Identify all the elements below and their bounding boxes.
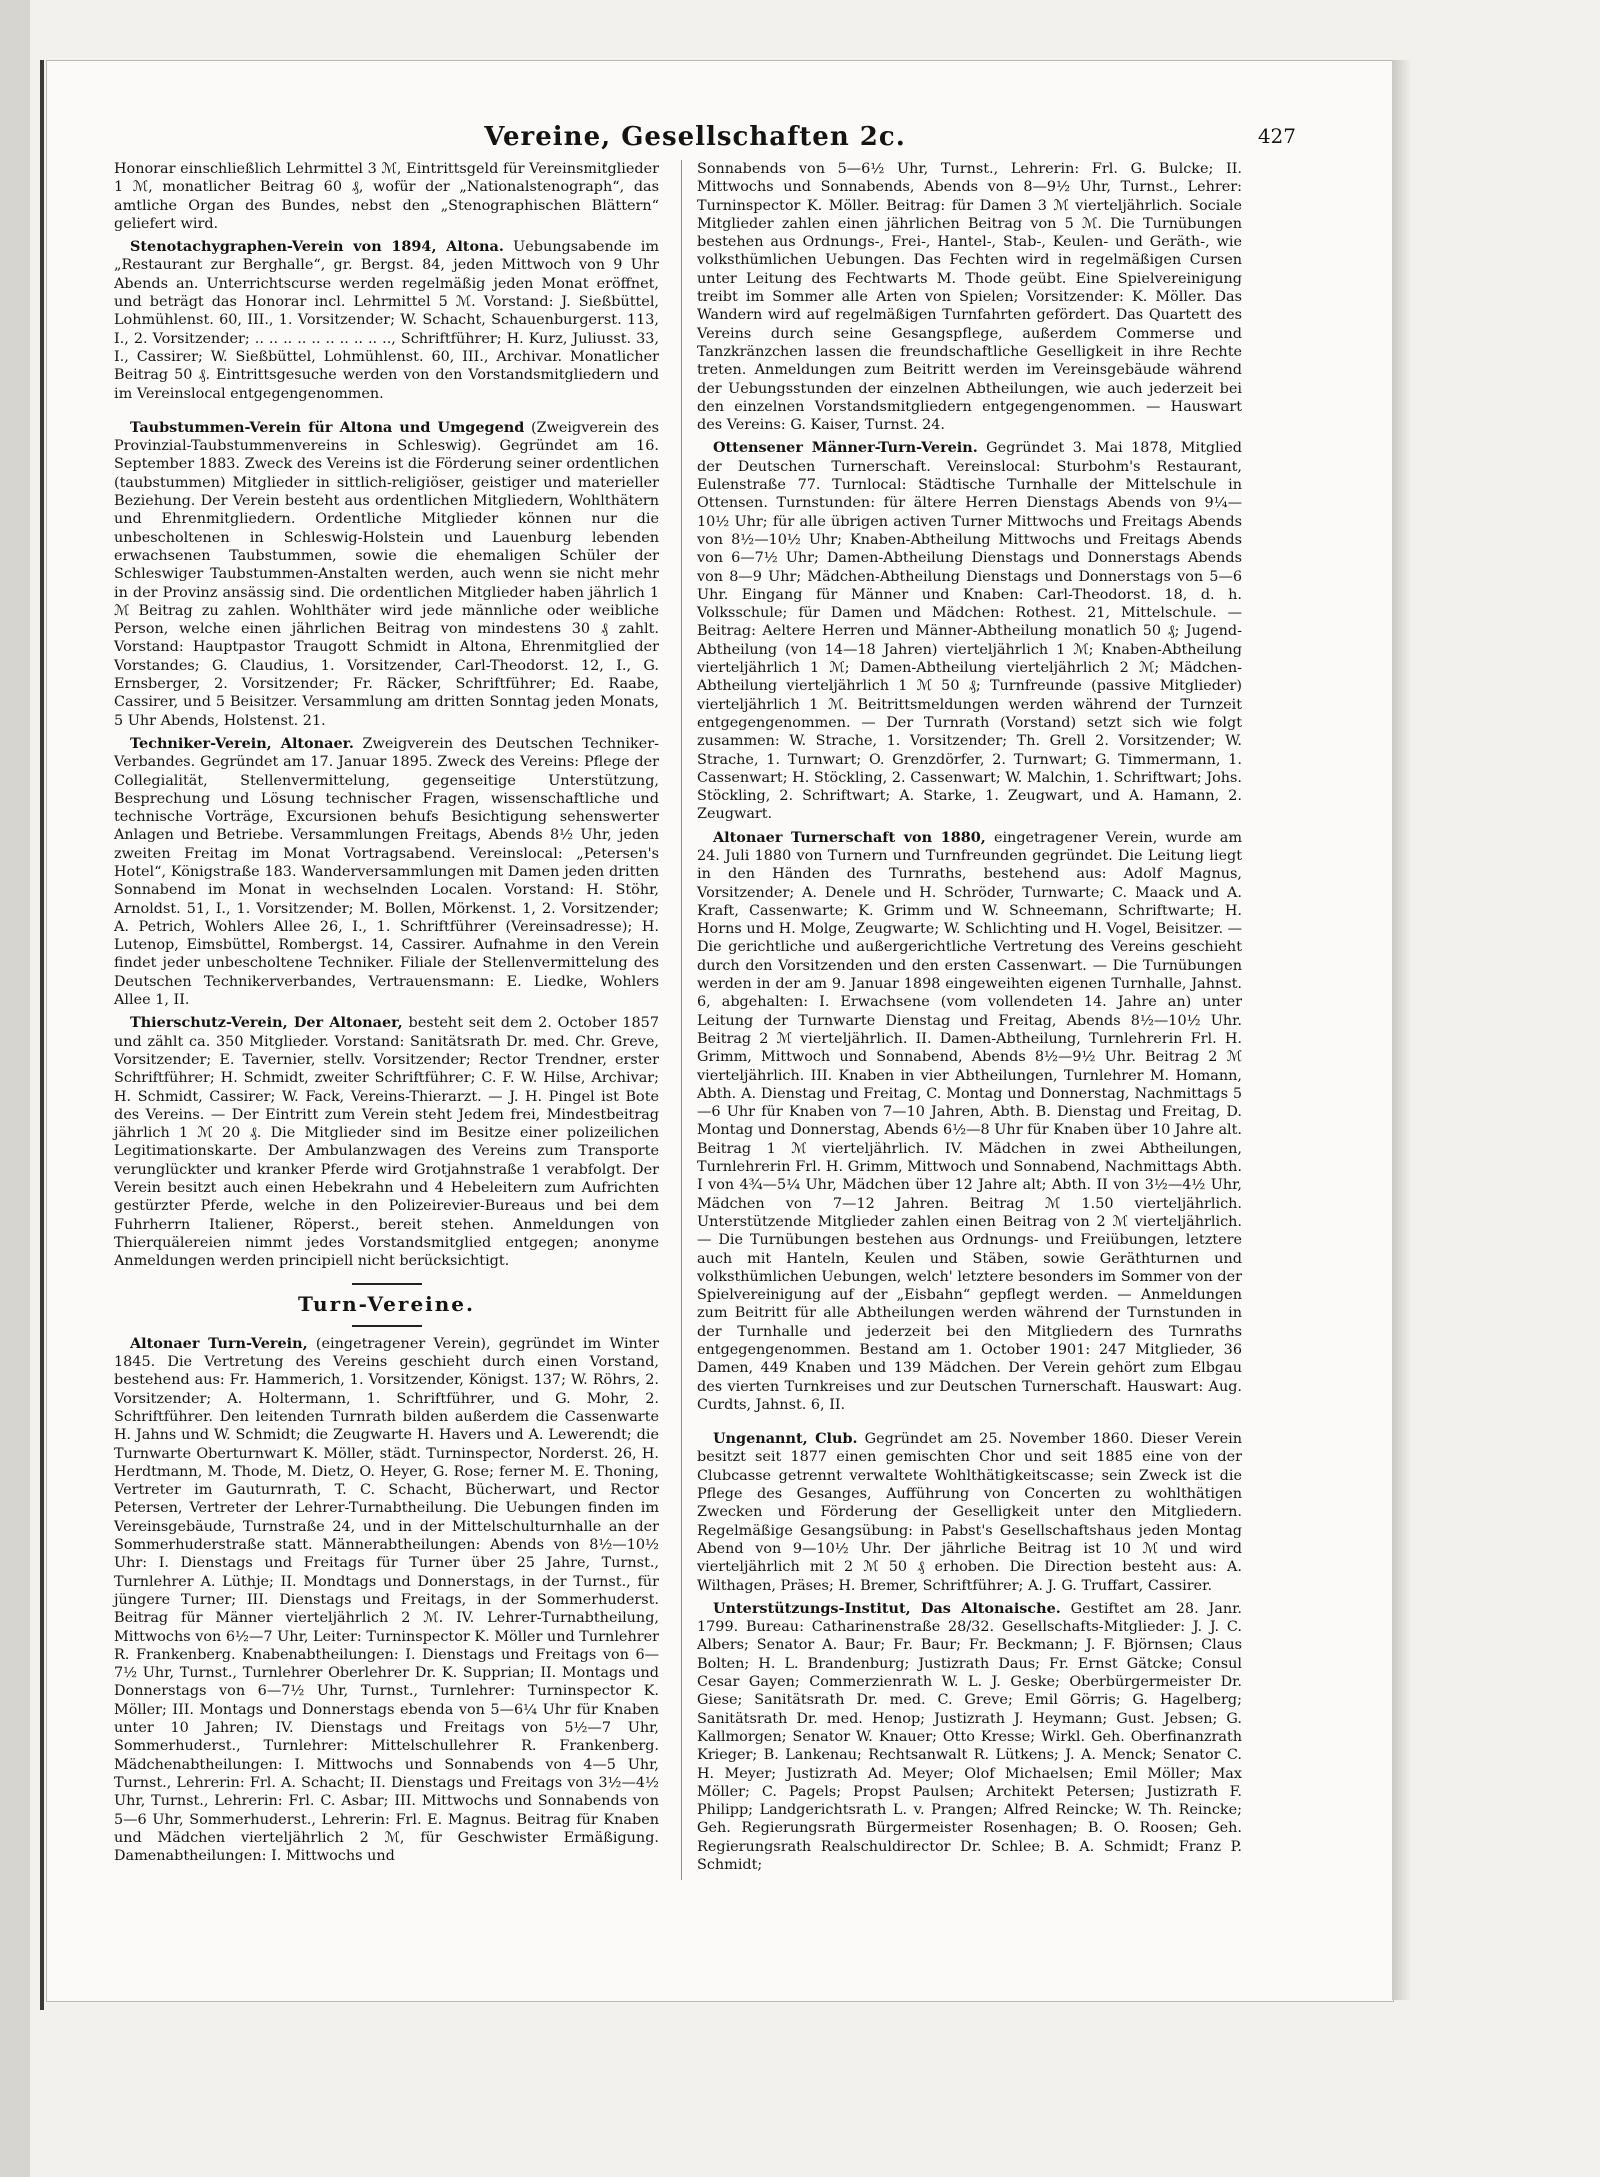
directory-entry xyxy=(697,439,1242,823)
directory-entry xyxy=(697,1430,1242,1595)
directory-entry xyxy=(114,160,659,233)
entry-text: Honorar einschließlich Lehrmittel 3 ℳ, Eintrittsgeld für Vereinsmitglieder 1 ℳ, monatlicher Beitrag 60 ₰, wofür der „Nationalstenograph“, das amtliche Organ des Bundes, nebst den „Stenographischen Blättern“ geliefert wird. xyxy=(114,161,659,232)
gutter-rule xyxy=(40,60,44,2010)
entry-name: Unterstützungs-Institut, Das Altonaische. xyxy=(713,1599,1061,1617)
page-shadow xyxy=(1392,60,1410,2000)
directory-entry xyxy=(697,160,1242,434)
entry-name: Thierschutz-Verein, Der Altonaer, xyxy=(130,1014,403,1032)
entry-text: Uebungsabende im „Restaurant zur Berghalle“, gr. Bergst. 84, jeden Mittwoch von 9 Uhr Abends an. Unterrichtscurse werden regelmäßig jeden Monat eröffnet, und beträgt das Honorar incl. Lehrmittel 5 ℳ. Vorstand: J. Sießbüttel, Lohmühlenst. 60, III., 1. Vorsitzender; W. Schacht, Schauenburgerst. 113, I., 2. Vorsitzender; .. .. .. .. .. .. .. .. .. .., Schriftführer; H. Kurz, Juliusst. 33, I., Cassirer; W. Sießbüttel, Lohmühlenst. 60, III., Archivar. Monatlicher Beitrag 50 ₰. Eintrittsgesuche werden von den Vorstandsmitgliedern und im Vereinslocal entgegengenommen. xyxy=(114,239,659,402)
directory-entry xyxy=(114,735,659,1009)
entry-name: Altonaer Turnerschaft von 1880, xyxy=(713,828,986,846)
section-heading: Turn-Vereine. xyxy=(297,1291,475,1316)
entry-name: Techniker-Verein, Altonaer. xyxy=(130,734,354,752)
running-title: Vereine, Gesellschaften 2c. xyxy=(484,122,906,152)
entry-name: Stenotachygraphen-Verein von 1894, Altona. xyxy=(130,238,504,256)
column-divider xyxy=(681,160,682,1880)
right-column xyxy=(697,160,1242,1879)
entry-name: Ottensener Männer-Turn-Verein. xyxy=(713,439,978,457)
directory-entry xyxy=(114,238,659,403)
section-rule xyxy=(352,1283,422,1285)
directory-entry xyxy=(697,829,1242,1415)
left-column xyxy=(114,160,659,1870)
scan-margin xyxy=(0,0,30,2177)
directory-entry xyxy=(114,1335,659,1866)
section-rule xyxy=(352,1325,422,1327)
entry-text: eingetragener Verein, wurde am 24. Juli 1880 von Turnern und Turnfreunden gegründet. Die Leitung liegt in den Händen des Turnraths, bestehend aus: Adolf Magnus, Vorsitzender; A. Denele und H. Schröder, Turnwarte; C. Maack und A. Kraft, Cassenwarte; K. Grimm und W. Schneemann, Schriftwarte; H. Horns und H. Molge, Zeugwarte; W. Schlichting und H. Vogel, Beisitzer. — Die gerichtliche und außergerichtliche Vertretung des Vereins geschieht durch den Vorsitzenden und den ersten Cassenwart. — Die Turnübungen werden in der am 9. Januar 1898 eingeweihten eigenen Turnhalle, Jahnst. 6, abgehalten: I. Erwachsene (vom vollendeten 14. Jahre an) unter Leitung der Turnwarte Dienstag und Freitag, Abends 8½—10½ Uhr. Beitrag 2 ℳ vierteljährlich. II. Damen-Abtheilung, Turnlehrerin Frl. H. Grimm, Mittwoch und Sonnabend, Abends 8½—9½ Uhr. Beitrag 2 ℳ vierteljährlich. III. Knaben in vier Abtheilungen, Turnlehrer M. Homann, Abth. A. Dienstag und Freitag, C. Montag und Donnerstag, Nachmittags 5—6 Uhr für Knaben von 7—10 Jahren, Abth. B. Dienstag und Freitag, D. Montag und Donnerstag, Abends 6½—8 Uhr für Knaben über 10 Jahre alt. Beitrag 1 ℳ vierteljährlich. IV. Mädchen in zwei Abtheilungen, Turnlehrerin Frl. H. Grimm, Mittwoch und Sonnabend, Nachmittags Abth. I von 4¾—5¼ Uhr, Mädchen über 12 Jahre alt; Abth. II von 3½—4½ Uhr, Mädchen von 7—12 Jahren. Beitrag ℳ 1.50 vierteljährlich. Unterstützende Mitglieder zahlen einen Beitrag von 2 ℳ vierteljährlich. — Die Turnübungen bestehen aus Ordnungs- und Freiübungen, letztere auch mit Hanteln, Keulen und Stäben, sowie Geräthturnen und volksthümlichen Uebungen, welch' letztere besonders im Sommer von der Spielvereinigung auf der „Eisbahn“ gepflegt werden. — Anmeldungen zum Beitritt für alle Abtheilungen werden während der Turnstunden in der Turnhalle und jederzeit bei den Mitgliedern des Turnraths entgegengenommen. Bestand am 1. October 1901: 247 Mitglieder, 36 Damen, 449 Knaben und 139 Mädchen. Der Verein gehört zum Elbgau des vierten Turnkreises und zur Deutschen Turnerschaft. Hauswart: Aug. Curdts, Jahnst. 6, II. xyxy=(697,829,1242,1413)
entry-text: Gestiftet am 28. Janr. 1799. Bureau: Catharinenstraße 28/32. Gesellschafts-Mitglieder: J. J. C. Albers; Senator A. Baur; Fr. Baur; Fr. Beckmann; J. F. Björnsen; Claus Bolten; H. L. Brandenburg; Justizrath Daus; Fr. Ernst Gätcke; Consul Cesar Gayen; Commerzienrath W. L. J. Geske; Oberbürgermeister Dr. Giese; Sanitätsrath Dr. med. C. Greve; Emil Görris; G. Hagelberg; Sanitätsrath Dr. med. Henop; Justizrath J. Heymann; Gust. Jebsen; G. Kallmorgen; Senator W. Knauer; Otto Kresse; Wirkl. Geh. Oberfinanzrath Krieger; B. Lankenau; Rechtsanwalt R. Lütkens; J. A. Menck; Senator C. H. Meyer; Justizrath Ad. Meyer; Olof Michaelsen; Emil Möller; Max Möller; C. Pagels; Propst Paulsen; Architekt Petersen; Justizrath F. Philipp; Landgerichtsrath L. v. Prangen; Alfred Reincke; W. Th. Reincke; Geh. Regierungsrath Bürgermeister Rosenhagen; B. O. Roosen; Geh. Regierungsrath Realschuldirector Dr. Schlee; B. A. Schmidt; Franz P. Schmidt; xyxy=(697,1600,1242,1874)
page-header xyxy=(130,122,1296,156)
entry-name: Taubstummen-Verein für Altona und Umgegend xyxy=(130,418,525,436)
entry-name: Altonaer Turn-Verein, xyxy=(130,1334,308,1352)
page-number: 427 xyxy=(1257,124,1296,148)
entry-name: Ungenannt, Club. xyxy=(713,1430,858,1448)
directory-entry xyxy=(114,1014,659,1270)
entry-text: Gegründet am 25. November 1860. Dieser Verein besitzt seit 1877 einen gemischten Chor und seit 1885 eine von der Clubcasse getrennt verwaltete Wohlthätigkeitscasse; sein Zweck ist die Pflege des Gesanges, Aufführung von Concerten zu wohlthätigen Zwecken und Förderung der Geselligkeit unter den Mitgliedern. Regelmäßige Gesangsübung: in Pabst's Gesellschaftshaus jeden Montag Abend von 9—10½ Uhr. Der jährliche Beitrag ist 10 ℳ und wird vierteljährlich mit 2 ℳ 50 ₰ erhoben. Die Direction besteht aus: A. Wilthagen, Präses; H. Bremer, Schriftführer; A. J. G. Truffart, Cassirer. xyxy=(697,1431,1242,1594)
entry-text: Sonnabends von 5—6½ Uhr, Turnst., Lehrerin: Frl. G. Bulcke; II. Mittwochs und Sonnabends, Abends von 8—9½ Uhr, Turnst., Lehrer: Turninspector K. Möller. Beitrag: für Damen 3 ℳ vierteljährlich. Sociale Mitglieder zahlen einen jährlichen Beitrag von 5 ℳ. Die Turnübungen bestehen aus Ordnungs-, Frei-, Hantel-, Stab-, Keulen- und Geräth-, wie volksthümlichen Uebungen. Das Fechten wird in regelmäßigen Cursen unter Leitung des Fechtwarts M. Thode geübt. Eine Spielvereinigung treibt im Sommer alle Arten von Spielen; Vorsitzender: K. Möller. Das Wandern wird auf regelmäßigen Turnfahrten gefördert. Das Quartett des Vereins durch seine Gesangspflege, außerdem Commerse und Tanzkränzchen lassen die freundschaftliche Geselligkeit in ihre Rechte treten. Anmeldungen zum Beitritt werden im Vereinsgebäude während der Uebungsstunden der einzelnen Abtheilungen, wie auch jederzeit bei den einzelnen Vorstandsmitgliedern entgegengenommen. — Hauswart des Vereins: G. Kaiser, Turnst. 24. xyxy=(697,161,1242,434)
directory-entry xyxy=(114,419,659,730)
directory-entry xyxy=(697,1600,1242,1874)
entry-text: Zweigverein des Deutschen Techniker-Verbandes. Gegründet am 17. Januar 1895. Zweck des Vereins: Pflege der Collegialität, Stellenvermittelung, gegenseitige Unterstützung, Besprechung und Lösung technischer Fragen, wissenschaftliche und technische Vorträge, Excursionen behufs Besichtigung sehenswerter Anlagen und Betriebe. Versammlungen Freitags, Abends 8½ Uhr, jeden zweiten Freitag im Monat Vortragsabend. Vereinslocal: „Petersen's Hotel“, Königstraße 183. Wanderversammlungen mit Damen jeden dritten Sonnabend im Monat in wechselnden Localen. Vorstand: H. Stöhr, Arnoldst. 51, I., 1. Vorsitzender; M. Bollen, Mörkenst. 1, 2. Vorsitzender; A. Petrich, Wohlers Allee 26, I., 1. Schriftführer (Vereinsadresse); H. Lutenop, Eimsbüttel, Rombergst. 14, Cassirer. Aufnahme in den Verein findet jeder unbescholtene Techniker. Filiale der Stellenvermittelung des Deutschen Technikerverbandes, Vertrauensmann: E. Liedke, Wohlers Allee 1, II. xyxy=(114,735,659,1009)
entry-text: besteht seit dem 2. October 1857 und zählt ca. 350 Mitglieder. Vorstand: Sanitätsrath Dr. med. Chr. Greve, Vorsitzender; E. Tavernier, stellv. Vorsitzender; Rector Trendner, erster Schriftführer; H. Schmidt, zweiter Schriftführer; C. F. W. Hilse, Archivar; H. Schmidt, Cassirer; W. Fack, Vereins-Thierarzt. — J. H. Pingel ist Bote des Vereins. — Der Eintritt zum Verein steht Jedem frei, Mindestbeitrag jährlich 1 ℳ 20 ₰. Die Mitglieder sind im Besitze einer polizeilichen Legitimationskarte. Der Ambulanzwagen des Vereins zum Transporte verunglückter und kranker Pferde wird Grotjahnstraße 1 verabfolgt. Der Verein besitzt auch einen Hebekrahn und 4 Hebeleitern zum Aufrichten gestürzter Pferde, welche in den Polizeirevier-Bureaus und bei dem Fuhrherrn Italiener, Röperst., bereit stehen. Anmeldungen von Thierquälereien nimmt jedes Vorstandsmitglied entgegen; anonyme Anmeldungen werden principiell nicht berücksichtigt. xyxy=(114,1015,659,1270)
entry-text: (eingetragener Verein), gegründet im Winter 1845. Die Vertretung des Vereins geschieht durch einen Vorstand, bestehend aus: Fr. Hammerich, 1. Vorsitzender, Königst. 137; W. Röhrs, 2. Vorsitzender; A. Holtermann, 1. Schriftführer, und G. Mohr, 2. Schriftführer. Den leitenden Turnrath bilden außerdem die Cassenwarte H. Jahns und W. Schmidt; die Zeugwarte H. Havers und A. Lewerendt; die Turnwarte Oberturnwart K. Möller, städt. Turninspector, Norderst. 26, H. Herdtmann, M. Thode, M. Dietz, O. Heyer, G. Rose; ferner M. E. Thoning, Vertreter im Gauturnrath, T. C. Schacht, Bücherwart, und Rector Petersen, Vertreter der Lehrer-Turnabtheilung. Die Uebungen finden im Vereinsgebäude, Turnstraße 24, und in der Mittelschulturnhalle an der Sommerhuderstraße statt. Männerabtheilungen: Abends von 8½—10½ Uhr: I. Dienstags und Freitags für Turner über 25 Jahre, Turnst., Turnlehrer A. Lüthje; II. Mondtags und Donnerstags, in der Turnst., für jüngere Turner; III. Dienstags und Freitags, in der Sommerhuderst. Beitrag für Männer vierteljährlich 2 ℳ. IV. Lehrer-Turnabtheilung, Mittwochs von 6½—7 Uhr, Leiter: Turninspector K. Möller und Turnlehrer R. Frankenberg. Knabenabtheilungen: I. Dienstags und Freitags von 6—7½ Uhr, Turnst., Turnlehrer Oberlehrer Dr. K. Supprian; II. Montags und Donnerstags von 6—7½ Uhr, Turnst., Turnlehrer: Turninspector K. Möller; III. Montags und Donnerstags ebenda von 5—6¼ Uhr für Knaben unter 10 Jahren; IV. Dienstags und Freitags von 5½—7 Uhr, Sommerhuderst., Turnlehrer: Mittelschullehrer R. Frankenberg. Mädchenabtheilungen: I. Mittwochs und Sonnabends von 4—5 Uhr, Turnst., Lehrerin: Frl. A. Schacht; II. Dienstags und Freitags von 3½—4½ Uhr, Turnst., Lehrerin: Frl. C. Asbar; III. Mittwochs und Sonnabends von 5—6 Uhr, Sommerhuderst., Lehrerin: Frl. E. Magnus. Beitrag für Knaben und Mädchen vierteljährlich 2 ℳ, für Geschwister Ermäßigung. Damenabtheilungen: I. Mittwochs und xyxy=(114,1335,659,1865)
entry-text: Gegründet 3. Mai 1878, Mitglied der Deutschen Turnerschaft. Vereinslocal: Sturbohm's Restaurant, Eulenstraße 77. Turnlocal: Städtische Turnhalle der Mittelschule in Ottensen. Turnstunden: für ältere Herren Dienstags Abends von 9¼—10½ Uhr; für alle übrigen activen Turner Mittwochs und Freitags Abends von 8½—10½ Uhr; Knaben-Abtheilung Mittwochs und Freitags Abends von 6—7½ Uhr; Damen-Abtheilung Dienstags und Donnerstags Abends von 8—9 Uhr; Mädchen-Abtheilung Dienstags und Donnerstags von 5—6 Uhr. Eingang für Männer und Knaben: Carl-Theodorst. 18, d. h. Volksschule; für Damen und Mädchen: Rothest. 21, Mittelschule. — Beitrag: Aeltere Herren und Männer-Abtheilung monatlich 50 ₰; Jugend-Abtheilung (von 14—18 Jahren) vierteljährlich 1 ℳ; Knaben-Abtheilung vierteljährlich 1 ℳ; Damen-Abtheilung vierteljährlich 2 ℳ; Mädchen-Abtheilung vierteljährlich 1 ℳ 50 ₰; Turnfreunde (passive Mitglieder) vierteljährlich 1 ℳ. Beitrittsmeldungen werden während der Turnzeit entgegengenommen. — Der Turnrath (Vorstand) setzt sich wie folgt zusammen: W. Strache, 1. Vorsitzender; Th. Grell 2. Vorsitzender; W. Strache, 1. Turnwart; O. Grenzdörfer, 2. Turnwart; G. Timmermann, 1. Cassenwart; H. Stöckling, 2. Cassenwart; W. Malchin, 1. Schriftwart; Johs. Stöckling, 2. Schriftwart; A. Starke, 1. Zeugwart, und A. Hamann, 2. Zeugwart. xyxy=(697,440,1243,823)
entry-text: (Zweigverein des Provinzial-Taubstummenvereins in Schleswig). Gegründet am 16. September 1883. Zweck des Vereins ist die Förderung seiner ordentlichen (taubstummen) Mitglieder in sittlich-religiöser, geistiger und materieller Beziehung. Der Verein besteht aus ordentlichen Mitgliedern, Wohlthätern und Ehrenmitgliedern. Ordentliche Mitglieder können nur die unbescholtenen in Schleswig-Holstein und Lauenburg lebenden erwachsenen Taubstummen, sowie die ehemaligen Schüler der Schleswiger Taubstummen-Anstalten werden, auch wenn sie nicht mehr in der Provinz ansässig sind. Die ordentlichen Mitglieder haben jährlich 1 ℳ Beitrag zu zahlen. Wohlthäter wird jede männliche oder weibliche Person, welche einen jährlichen Beitrag von mindestens 30 ₰ zahlt. Vorstand: Hauptpastor Traugott Schmidt in Altona, Ehrenmitglied der Vorstandes; G. Claudius, 1. Vorsitzender, Carl-Theodorst. 12, I., G. Ernsberger, 2. Vorsitzender; Fr. Räcker, Schriftführer; Ed. Raabe, Cassirer, und 5 Beisitzer. Versammlung am dritten Sonntag jeden Monats, 5 Uhr Abends, Holstenst. 21. xyxy=(114,419,659,729)
